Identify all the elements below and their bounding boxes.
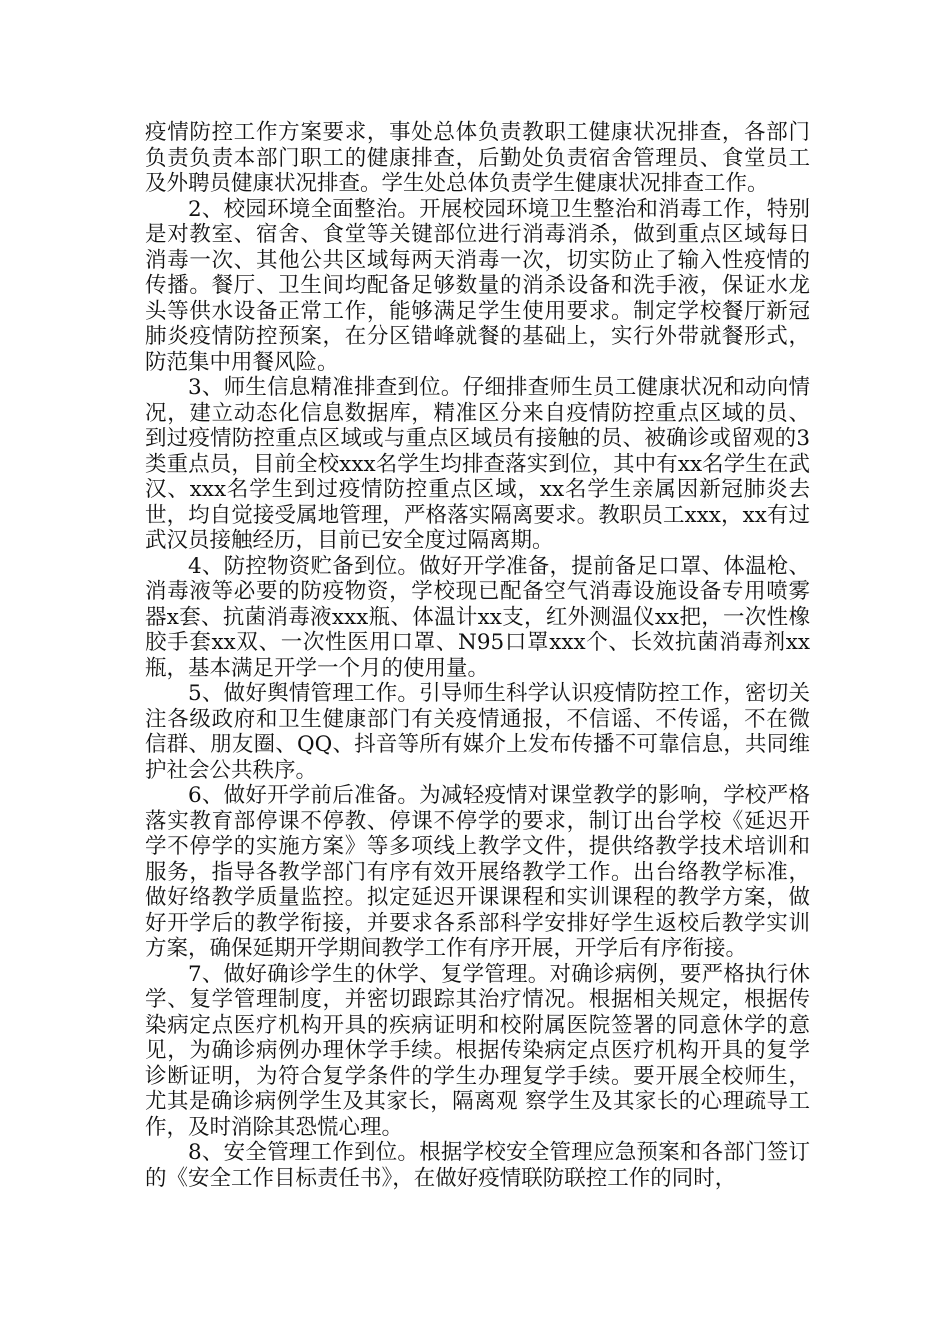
paragraph-suspension-resumption: 7、做好确诊学生的休学、复学管理。对确诊病例，要严格执行休学、复学管理制度，并密切跟踪其治疗情况。根据相关规定，根据传染病定点医疗机构开具的疾病证明和校附属医院签署的同意休学的意见，为确诊病例办理休学手续。根据传染病定点医疗机构开具的复学诊断证明，为符合复学条件的学生办理复学手续。要开展全校师生，尤其是确诊病例学生及其家长，隔离观 察学生及其家长的心理疏导工作，及时消除其恐慌心理。 [145, 961, 810, 1140]
document-body [145, 120, 810, 1191]
paragraph-safety-management: 8、安全管理工作到位。根据学校安全管理应急预案和各部门签订的《安全工作目标责任书》，在做好疫情联防联控工作的同时， [145, 1140, 810, 1191]
paragraph-public-opinion: 5、做好舆情管理工作。引导师生科学认识疫情防控工作，密切关注各级政府和卫生健康部门有关疫情通报，不信谣、不传谣，不在微信群、朋友圈、QQ、抖音等所有媒介上发布传播不可靠信息，共同维护社会公共秩序。 [145, 681, 810, 783]
paragraph-supplies: 4、防控物资贮备到位。做好开学准备，提前备足口罩、体温枪、消毒液等必要的防疫物资，学校现已配备空气消毒设施设备专用喷雾器x套、抗菌消毒液xxx瓶、体温计xx支，红外测温仪xx把，一次性橡胶手套xx双、一次性医用口罩、N95口罩xxx个、长效抗菌消毒剂xx瓶，基本满足开学一个月的使用量。 [145, 553, 810, 681]
paragraph-info-screening: 3、师生信息精准排查到位。仔细排查师生员工健康状况和动向情况，建立动态化信息数据库，精准区分来自疫情防控重点区域的员、到过疫情防控重点区域或与重点区域员有接触的员、被确诊或留观的3类重点员，目前全校xxx名学生均排查落实到位，其中有xx名学生在武汉、xxx名学生到过疫情防控重点区域，xx名学生亲属因新冠肺炎去世，均自觉接受属地管理，严格落实隔离要求。教职员工xxx，xx有过武汉员接触经历，目前已安全度过隔离期。 [145, 375, 810, 553]
paragraph-school-preparation: 6、做好开学前后准备。为减轻疫情对课堂教学的影响，学校严格落实教育部停课不停教、停课不停学的要求，制订出台学校《延迟开学不停学的实施方案》等多项线上教学文件，提供络教学技术培训和服务，指导各教学部门有序有效开展络教学工作。出台络教学标准，做好络教学质量监控。拟定延迟开课课程和实训课程的教学方案，做好开学后的教学衔接，并要求各系部科学安排好学生返校后教学实训方案，确保延期开学期间教学工作有序开展，开学后有序衔接。 [145, 783, 810, 961]
paragraph-campus-environment: 2、校园环境全面整治。开展校园环境卫生整治和消毒工作，特别是对教室、宿舍、食堂等关键部位进行消毒消杀，做到重点区域每日消毒一次、其他公共区域每两天消毒一次，切实防止了输入性疫情的传播。餐厅、卫生间均配备足够数量的消杀设备和洗手液，保证水龙头等供水设备正常工作，能够满足学生使用要求。制定学校餐厅新冠肺炎疫情防控预案，在分区错峰就餐的基础上，实行外带就餐形式，防范集中用餐风险。 [145, 196, 810, 375]
paragraph-continued: 疫情防控工作方案要求，事处总体负责教职工健康状况排查，各部门负责负责本部门职工的健康排查，后勤处负责宿舍管理员、食堂员工及外聘员健康状况排查。学生处总体负责学生健康状况排查工作。 [145, 120, 810, 196]
